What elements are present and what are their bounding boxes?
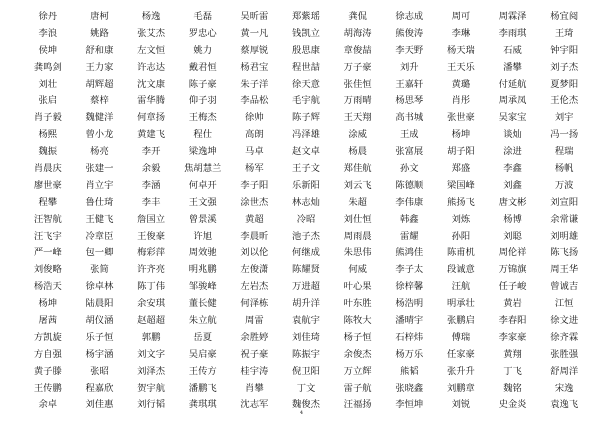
name-cell: 张胜强 bbox=[550, 348, 579, 360]
name-cell: 曾诚吉 bbox=[550, 281, 579, 293]
name-cell: 熊鸿佳 bbox=[395, 247, 424, 259]
name-cell: 付延航 bbox=[498, 78, 527, 90]
name-cell: 涂威 bbox=[348, 129, 367, 141]
name-cell: 涂进 bbox=[503, 146, 522, 158]
name-cell: 倪卫阳 bbox=[292, 365, 320, 377]
name-cell: 万进超 bbox=[292, 281, 320, 293]
name-cell: 丁文 bbox=[296, 382, 316, 394]
name-cell: 潘攀 bbox=[503, 61, 522, 73]
name-cell: 熊韬 bbox=[399, 365, 419, 377]
name-cell: 蔡梓 bbox=[90, 95, 109, 107]
name-cell: 杨宜阅 bbox=[550, 11, 579, 22]
name-cell: 高书城 bbox=[395, 112, 424, 124]
name-cell: 余卓 bbox=[38, 399, 58, 411]
name-cell: 罗忠心 bbox=[188, 27, 217, 39]
name-cell: 朱子洋 bbox=[240, 78, 269, 90]
name-cell: 万锦旗 bbox=[498, 264, 527, 276]
name-cell: 龚鸣剑 bbox=[33, 61, 62, 73]
name-cell: 许齐亮 bbox=[137, 264, 166, 276]
name-cell: 杨子恒 bbox=[343, 331, 372, 343]
name-cell: 陈飞扬 bbox=[550, 247, 579, 259]
name-cell: 丁飞 bbox=[503, 365, 522, 377]
name-cell: 邹骏峰 bbox=[188, 281, 217, 293]
name-cell: 池子杰 bbox=[292, 230, 320, 242]
name-cell: 杨博 bbox=[503, 213, 522, 225]
name-cell: 许旭 bbox=[193, 230, 213, 242]
name-cell: 徐卓林 bbox=[85, 281, 114, 293]
name-cell: 左文恒 bbox=[137, 44, 166, 56]
name-cell: 唐柯 bbox=[90, 11, 109, 22]
name-cell: 袁逸飞 bbox=[550, 399, 579, 411]
name-cell: 王琦 bbox=[554, 27, 574, 39]
name-cell: 赵超超 bbox=[137, 315, 166, 327]
name-cell: 李恒坤 bbox=[395, 399, 424, 411]
name-cell: 陈子辉 bbox=[292, 112, 320, 124]
name-cell: 杨天瑞 bbox=[446, 44, 475, 56]
page-number: 4 bbox=[299, 410, 304, 416]
name-cell: 程嘉欣 bbox=[85, 382, 114, 394]
name-cell: 张昭 bbox=[90, 365, 109, 377]
name-cell: 李子太 bbox=[395, 264, 424, 276]
name-cell: 刘鑫 bbox=[503, 179, 522, 191]
name-cell: 毛宇航 bbox=[292, 95, 320, 107]
name-cell: 詹国立 bbox=[137, 213, 166, 225]
name-cell: 杨万乐 bbox=[395, 348, 424, 360]
name-cell: 黄璐 bbox=[451, 78, 471, 90]
name-cell: 黄岩 bbox=[503, 298, 522, 310]
name-cell: 杨逸 bbox=[141, 11, 161, 22]
name-cell: 黄超 bbox=[245, 213, 264, 225]
name-cell: 李丰 bbox=[141, 196, 161, 208]
name-cell: 杨亮 bbox=[90, 146, 109, 158]
name-cell: 何泽栋 bbox=[240, 298, 269, 310]
name-cell: 贺宇航 bbox=[137, 382, 166, 394]
name-cell: 周雷 bbox=[245, 315, 264, 327]
name-cell: 曾小龙 bbox=[85, 129, 114, 141]
name-grid bbox=[22, 9, 590, 414]
name-cell: 杨坤 bbox=[451, 129, 471, 141]
name-cell: 王俊豪 bbox=[137, 230, 166, 242]
name-cell: 史金炎 bbox=[498, 399, 527, 411]
name-cell: 陈牧大 bbox=[343, 315, 372, 327]
name-cell: 蔡厚锐 bbox=[240, 44, 269, 56]
name-cell: 万立辉 bbox=[343, 365, 372, 377]
name-cell: 王嘉轩 bbox=[395, 78, 424, 90]
name-cell: 江恒 bbox=[554, 298, 574, 310]
name-cell: 王子文 bbox=[292, 163, 320, 175]
name-cell: 周雨晨 bbox=[343, 230, 372, 242]
name-cell: 李天野 bbox=[395, 44, 424, 56]
name-cell: 章俊喆 bbox=[343, 44, 372, 56]
name-cell: 石威 bbox=[503, 44, 522, 56]
name-cell: 黄子滕 bbox=[33, 365, 62, 377]
name-cell: 肖晨庆 bbox=[33, 163, 62, 175]
name-cell: 徐帅 bbox=[245, 112, 264, 124]
name-cell: 张建一 bbox=[85, 163, 114, 175]
name-cell: 刘云飞 bbox=[343, 179, 372, 191]
name-cell: 刘鹏章 bbox=[446, 382, 475, 394]
name-cell: 李晨昕 bbox=[240, 230, 269, 242]
name-cell: 左岩杰 bbox=[240, 281, 269, 293]
name-cell: 任家豪 bbox=[446, 348, 475, 360]
name-cell: 岳夏 bbox=[193, 331, 213, 343]
name-cell: 李品松 bbox=[240, 95, 269, 107]
name-cell: 李家豪 bbox=[498, 331, 527, 343]
name-cell: 何章扬 bbox=[137, 112, 166, 124]
name-cell: 肖立宇 bbox=[85, 179, 114, 191]
name-cell: 李鑫 bbox=[503, 163, 522, 175]
name-cell: 胡仪涵 bbox=[85, 315, 114, 327]
name-cell: 王传方 bbox=[188, 365, 217, 377]
name-cell: 熊扬飞 bbox=[446, 196, 475, 208]
name-cell: 程仕 bbox=[193, 129, 213, 141]
name-cell: 唐文彬 bbox=[498, 196, 527, 208]
name-cell: 魏振 bbox=[38, 146, 58, 158]
name-cell: 石梓炜 bbox=[395, 331, 424, 343]
name-cell: 万雨晴 bbox=[343, 95, 372, 107]
name-cell: 余胜婷 bbox=[240, 331, 269, 343]
name-cell: 雷耀 bbox=[399, 230, 419, 242]
name-cell: 孙阳 bbox=[451, 230, 471, 242]
name-cell: 梁逸坤 bbox=[188, 146, 217, 158]
name-cell: 郑紫瑶 bbox=[292, 11, 320, 22]
name-cell: 余俊杰 bbox=[343, 348, 372, 360]
name-cell: 李琳 bbox=[451, 27, 471, 39]
name-cell: 余常谦 bbox=[550, 213, 579, 225]
name-cell: 林志灿 bbox=[292, 196, 320, 208]
name-cell: 胡辉超 bbox=[85, 78, 114, 90]
name-cell: 杨晨 bbox=[348, 146, 367, 158]
name-cell: 余毅 bbox=[141, 163, 161, 175]
name-cell: 谈灿 bbox=[503, 129, 522, 141]
name-cell: 杨军 bbox=[245, 163, 264, 175]
name-cell: 冯泽雄 bbox=[292, 129, 320, 141]
name-cell: 周承凤 bbox=[498, 95, 527, 107]
name-cell: 刘锐 bbox=[451, 399, 471, 411]
name-cell: 杨熙 bbox=[38, 129, 58, 141]
name-cell: 任子峻 bbox=[498, 281, 527, 293]
name-cell: 陈丁伟 bbox=[137, 281, 166, 293]
name-cell: 戴君恒 bbox=[188, 61, 217, 73]
name-cell: 王健飞 bbox=[85, 213, 114, 225]
name-cell: 肖攀 bbox=[245, 382, 264, 394]
name-cell: 焦胡慧兰 bbox=[184, 163, 222, 175]
name-cell: 乐新阳 bbox=[292, 179, 320, 191]
name-cell: 李春阳 bbox=[498, 315, 527, 327]
name-cell: 郑盛 bbox=[451, 163, 471, 175]
name-cell: 魏铭 bbox=[503, 382, 522, 394]
name-cell: 刘以伦 bbox=[240, 247, 269, 259]
name-cell: 徐志成 bbox=[395, 11, 424, 22]
name-cell: 舒和康 bbox=[85, 44, 114, 56]
name-cell: 张鹏启 bbox=[446, 315, 475, 327]
name-cell: 董长健 bbox=[188, 298, 217, 310]
name-cell: 汪福扬 bbox=[343, 399, 372, 411]
name-cell: 张启 bbox=[38, 95, 58, 107]
name-cell: 刘仕恒 bbox=[343, 213, 372, 225]
name-cell: 刘佳琦 bbox=[292, 331, 320, 343]
name-cell: 廖世豪 bbox=[33, 179, 62, 191]
name-cell: 龚琪琪 bbox=[188, 399, 217, 411]
name-cell: 张艾杰 bbox=[137, 27, 166, 39]
name-cell: 陈甫机 bbox=[446, 247, 475, 259]
name-cell: 杨宇涵 bbox=[85, 348, 114, 360]
name-cell: 魏俊杰 bbox=[292, 399, 320, 411]
name-cell: 方自强 bbox=[33, 348, 62, 360]
name-cell: 雷子航 bbox=[343, 382, 372, 394]
name-cell: 龚侃 bbox=[348, 11, 367, 22]
name-cell: 张世豪 bbox=[446, 112, 475, 124]
name-cell: 肖子毅 bbox=[33, 112, 62, 124]
name-cell: 吴启豪 bbox=[188, 348, 217, 360]
name-cell: 何卓开 bbox=[188, 179, 217, 191]
name-cell: 孙文 bbox=[399, 163, 419, 175]
name-cell: 屠茜 bbox=[38, 315, 58, 327]
name-cell: 钟宇阳 bbox=[550, 44, 579, 56]
name-cell: 包一卿 bbox=[85, 247, 114, 259]
name-cell: 马卓 bbox=[245, 146, 264, 158]
name-cell: 杨君宝 bbox=[240, 61, 269, 73]
name-cell: 明承壮 bbox=[446, 298, 475, 310]
name-cell: 张升升 bbox=[446, 365, 475, 377]
name-cell: 左俊潇 bbox=[240, 264, 269, 276]
name-cell: 梁国峰 bbox=[446, 179, 475, 191]
name-cell: 曾景溪 bbox=[188, 213, 217, 225]
name-cell: 王传鹏 bbox=[33, 382, 62, 394]
name-cell: 刘宇 bbox=[554, 112, 574, 124]
name-cell: 张富展 bbox=[395, 146, 424, 158]
name-cell: 姚力 bbox=[193, 44, 213, 56]
name-cell: 冯一扬 bbox=[550, 129, 579, 141]
name-cell: 叶东胜 bbox=[343, 298, 372, 310]
name-cell: 胡海涛 bbox=[343, 27, 372, 39]
name-cell: 熊俊涛 bbox=[395, 27, 424, 39]
name-cell: 刘文字 bbox=[137, 348, 166, 360]
name-cell: 陆晨阳 bbox=[85, 298, 114, 310]
name-cell: 王力家 bbox=[85, 61, 114, 73]
name-cell: 徐文进 bbox=[550, 315, 579, 327]
name-cell: 刘升 bbox=[399, 61, 419, 73]
name-cell: 刘炼 bbox=[451, 213, 471, 225]
name-cell: 段诚意 bbox=[446, 264, 475, 276]
name-cell: 王梅杰 bbox=[188, 112, 217, 124]
name-cell: 刘子杰 bbox=[550, 61, 579, 73]
name-cell: 汪航 bbox=[451, 281, 471, 293]
name-cell: 李雨琪 bbox=[498, 27, 527, 39]
name-cell: 万子豪 bbox=[343, 61, 372, 73]
name-cell: 汪智航 bbox=[33, 213, 62, 225]
name-cell: 刘佳惠 bbox=[85, 399, 114, 411]
name-cell: 程世喆 bbox=[292, 61, 320, 73]
name-cell: 舒周洋 bbox=[550, 365, 579, 377]
name-cell: 汪飞宇 bbox=[33, 230, 62, 242]
name-cell: 黄建飞 bbox=[137, 129, 166, 141]
name-cell: 高朗 bbox=[245, 129, 264, 141]
name-cell: 袁航宇 bbox=[292, 315, 320, 327]
name-cell: 钱凯立 bbox=[292, 27, 320, 39]
name-cell: 余安琪 bbox=[137, 298, 166, 310]
name-cell: 郑佳航 bbox=[343, 163, 372, 175]
name-cell: 王成 bbox=[399, 129, 419, 141]
name-cell: 严一峰 bbox=[33, 247, 62, 259]
name-cell: 万波 bbox=[554, 179, 574, 191]
name-cell: 周效驰 bbox=[188, 247, 217, 259]
name-cell: 李浪 bbox=[38, 27, 58, 39]
name-cell: 梅彩萍 bbox=[137, 247, 166, 259]
name-cell: 殷思康 bbox=[292, 44, 320, 56]
name-cell: 夏梦阳 bbox=[550, 78, 579, 90]
name-cell: 吴昕雷 bbox=[240, 11, 269, 22]
name-cell: 韩鑫 bbox=[399, 213, 419, 225]
name-cell: 刘行韬 bbox=[137, 399, 166, 411]
name-cell: 杨浩天 bbox=[33, 281, 62, 293]
name-cell: 叶心果 bbox=[343, 281, 372, 293]
name-cell: 王天乐 bbox=[446, 61, 475, 73]
name-cell: 潘鹏飞 bbox=[188, 382, 217, 394]
name-cell: 张晓鑫 bbox=[395, 382, 424, 394]
name-cell: 徐丹 bbox=[38, 11, 58, 22]
name-cell: 雷华腾 bbox=[137, 95, 166, 107]
name-cell: 肖彤 bbox=[451, 95, 471, 107]
name-cell: 李开 bbox=[141, 146, 161, 158]
name-cell: 刘宣阳 bbox=[550, 196, 579, 208]
name-cell: 何继成 bbox=[292, 247, 320, 259]
name-cell: 徐天意 bbox=[292, 78, 320, 90]
name-cell: 毛磊 bbox=[193, 11, 213, 22]
name-cell: 王伦杰 bbox=[550, 95, 579, 107]
name-cell: 方凯旋 bbox=[33, 331, 62, 343]
name-cell: 姚路 bbox=[90, 27, 109, 39]
name-cell: 何威 bbox=[348, 264, 367, 276]
name-cell: 李涵 bbox=[141, 179, 161, 191]
name-cell: 冷昭 bbox=[296, 213, 316, 225]
name-cell: 朱立航 bbox=[188, 315, 217, 327]
name-cell: 傅瑞 bbox=[451, 331, 471, 343]
name-cell: 侯坤 bbox=[38, 44, 58, 56]
name-cell: 刘壮 bbox=[38, 78, 58, 90]
name-cell: 张佳恒 bbox=[343, 78, 372, 90]
name-cell: 沈志军 bbox=[240, 399, 269, 411]
name-cell: 李伟康 bbox=[395, 196, 424, 208]
name-cell: 朱超 bbox=[348, 196, 367, 208]
name-cell: 周可 bbox=[451, 11, 471, 22]
name-cell: 陈德顺 bbox=[395, 179, 424, 191]
name-cell: 王文强 bbox=[188, 196, 217, 208]
name-cell: 刘泽杰 bbox=[137, 365, 166, 377]
name-cell: 张简 bbox=[90, 264, 109, 276]
name-cell: 王天翔 bbox=[343, 112, 372, 124]
name-cell: 吴家宝 bbox=[498, 112, 527, 124]
name-cell: 杨坤 bbox=[38, 298, 58, 310]
name-cell: 杨浩明 bbox=[395, 298, 424, 310]
name-cell: 周伦祥 bbox=[498, 247, 527, 259]
name-cell: 李子阳 bbox=[240, 179, 269, 191]
name-cell: 魏健洋 bbox=[85, 112, 114, 124]
name-cell: 祝子豪 bbox=[240, 348, 269, 360]
name-cell: 黄一凡 bbox=[240, 27, 269, 39]
name-cell: 桂宇涛 bbox=[240, 365, 269, 377]
name-cell: 黄翔 bbox=[503, 348, 522, 360]
name-cell: 许志达 bbox=[137, 61, 166, 73]
name-cell: 徐梓馨 bbox=[395, 281, 424, 293]
name-cell: 陈耀贤 bbox=[292, 264, 320, 276]
name-cell: 赵文卓 bbox=[292, 146, 320, 158]
name-cell: 刘聪 bbox=[503, 230, 522, 242]
name-cell: 陈子豪 bbox=[188, 78, 217, 90]
name-cell: 沈文康 bbox=[137, 78, 166, 90]
name-cell: 朱思伟 bbox=[343, 247, 372, 259]
name-cell: 程攀 bbox=[38, 196, 58, 208]
name-cell: 明兆鹏 bbox=[188, 264, 217, 276]
name-cell: 仰子羽 bbox=[188, 95, 217, 107]
name-cell: 徐齐霖 bbox=[550, 331, 579, 343]
name-cell: 宋逸 bbox=[554, 382, 574, 394]
name-cell: 刘明雄 bbox=[550, 230, 579, 242]
name-cell: 周王华 bbox=[550, 264, 579, 276]
name-cell: 程瑞 bbox=[554, 146, 574, 158]
name-cell: 周霖泽 bbox=[498, 11, 527, 22]
name-cell: 鲁仕琦 bbox=[85, 196, 114, 208]
name-cell: 胡子阳 bbox=[446, 146, 475, 158]
name-cell: 涂世杰 bbox=[240, 196, 269, 208]
name-cell: 潘晴宇 bbox=[395, 315, 424, 327]
name-cell: 杨帆 bbox=[554, 163, 574, 175]
name-cell: 郭鹏 bbox=[141, 331, 161, 343]
name-cell: 杨思琴 bbox=[395, 95, 424, 107]
name-cell: 陈振宇 bbox=[292, 348, 320, 360]
name-cell: 胡升洋 bbox=[292, 298, 320, 310]
name-cell: 冷章臣 bbox=[85, 230, 114, 242]
name-cell: 刘俊略 bbox=[33, 264, 62, 276]
name-cell: 乐子恒 bbox=[85, 331, 114, 343]
